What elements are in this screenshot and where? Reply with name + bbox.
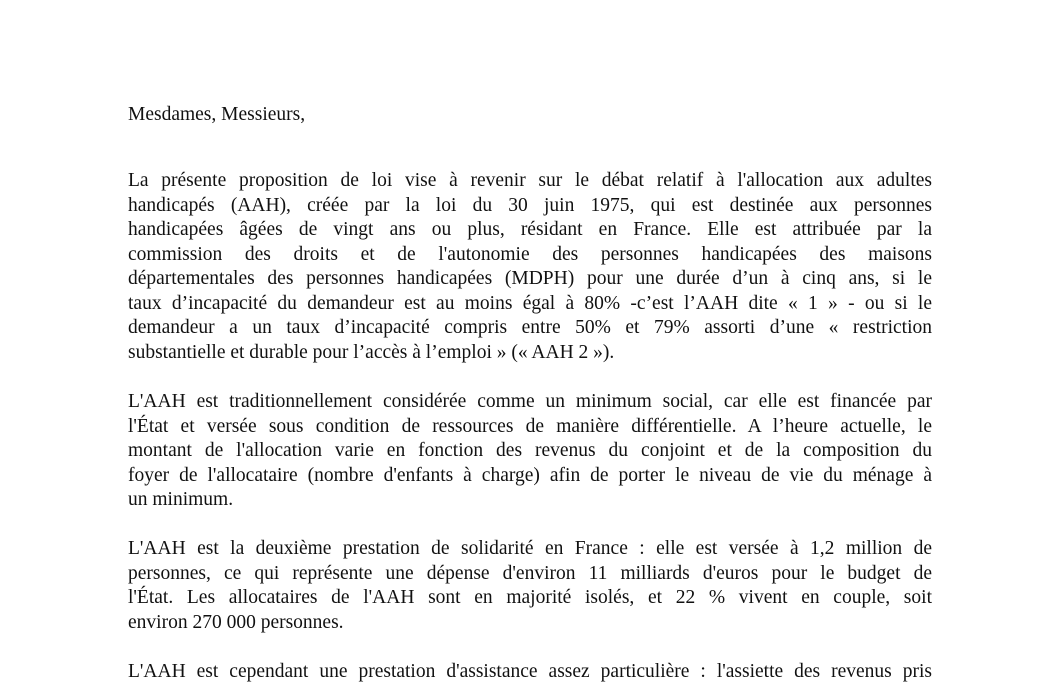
paragraph-1 <box>128 169 932 365</box>
text-line: La présente proposition de loi vise à revenir sur le débat relatif à l'allocation aux adultes <box>128 170 932 191</box>
paragraph-2 <box>128 390 932 513</box>
text-line: un minimum. <box>128 489 234 510</box>
text-line: foyer de l'allocataire (nombre d'enfants à charge) afin de porter le niveau de vie du ménage à <box>128 464 932 486</box>
text-line: taux d’incapacité du demandeur est au moins égal à 80% -c’est l’AAH dite « 1 » - ou si le <box>128 292 932 314</box>
text-line: L'AAH est traditionnellement considérée comme un minimum social, car elle est financée par <box>128 391 932 412</box>
text-line: personnes, ce qui représente une dépense d'environ 11 milliards d'euros pour le budget de <box>128 562 932 584</box>
text-line: L'AAH est cependant une prestation d'assistance assez particulière : l'assiette des revenus pris <box>128 661 932 682</box>
text-line: l'État et versée sous condition de ressources de manière différentielle. A l’heure actuelle, le <box>128 415 932 437</box>
text-line: commission des droits et de l'autonomie des personnes handicapées des maisons <box>128 243 932 265</box>
text-line: l'État. Les allocataires de l'AAH sont en majorité isolés, et 22 % vivent en couple, soit <box>128 587 932 608</box>
text-line: L'AAH est la deuxième prestation de solidarité en France : elle est versée à 1,2 million de <box>128 538 932 559</box>
text-line: demandeur a un taux d’incapacité compris entre 50% et 79% assorti d’une « restriction <box>128 317 932 338</box>
text-line: handicapés (AAH), créée par la loi du 30 juin 1975, qui est destinée aux personnes <box>128 194 932 216</box>
document-page <box>128 0 932 682</box>
text-line: substantielle et durable pour l’accès à l’emploi » (« AAH 2 »). <box>128 341 615 363</box>
text-line: handicapées âgées de vingt ans ou plus, résidant en France. Elle est attribuée par la <box>128 219 932 240</box>
paragraph-3 <box>128 537 932 635</box>
paragraph-4 <box>128 660 932 685</box>
text-line: départementales des personnes handicapées (MDPH) pour une durée d’un à cinq ans, si le <box>128 268 932 289</box>
salutation: Mesdames, Messieurs, <box>128 104 306 125</box>
text-line: environ 270 000 personnes. <box>128 611 344 633</box>
text-line: montant de l'allocation varie en fonction des revenus du conjoint et de la composition du <box>128 440 932 461</box>
